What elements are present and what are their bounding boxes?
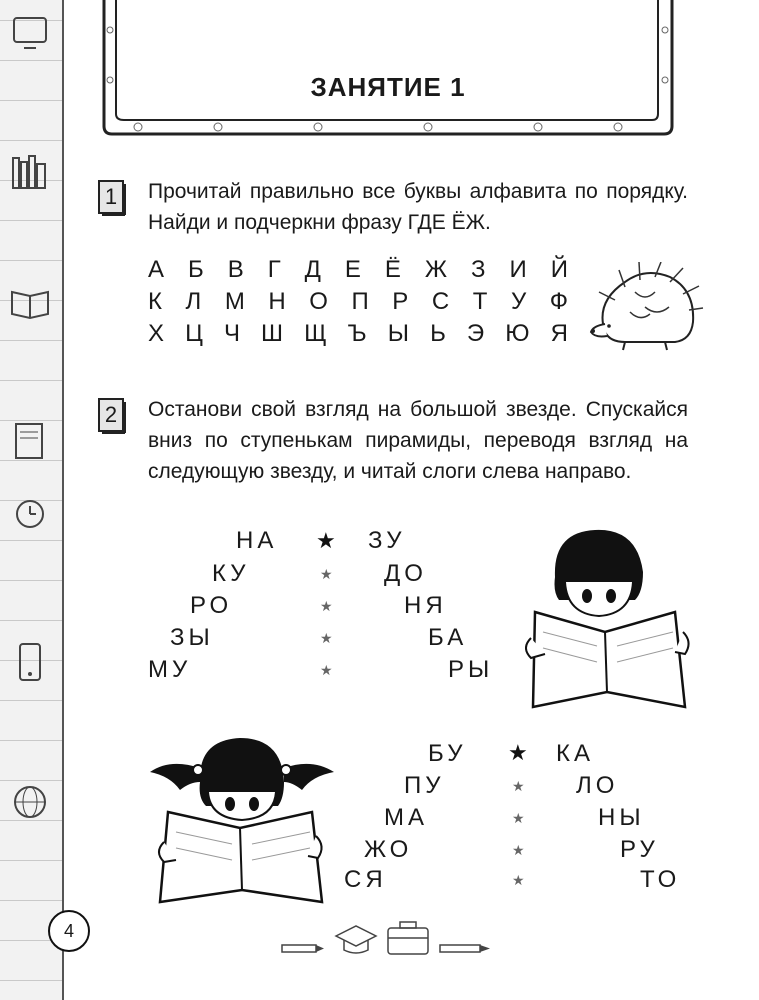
syllable-right: БА xyxy=(428,624,468,651)
letter: С xyxy=(431,288,450,315)
books-icon xyxy=(8,150,52,194)
syllable-right: НЫ xyxy=(598,804,645,831)
syllable-left: СЯ xyxy=(344,866,387,893)
big-star-icon: ★ xyxy=(316,528,336,553)
alphabet-row xyxy=(148,256,568,284)
letter: Б xyxy=(187,256,204,283)
pencil-icon xyxy=(280,940,326,956)
syllable-right: КА xyxy=(556,740,594,767)
task-number-badge xyxy=(98,180,128,216)
syllable-right: ДО xyxy=(384,560,427,587)
letter: Ф xyxy=(549,288,568,315)
letter: Э xyxy=(466,320,485,347)
letter: Т xyxy=(472,288,488,315)
star-icon: ★ xyxy=(512,842,525,858)
letter: Й xyxy=(550,256,568,283)
letter: Х xyxy=(148,320,165,347)
hedgehog-illustration xyxy=(585,262,705,352)
letter: Ё xyxy=(384,256,401,283)
letter: М xyxy=(224,288,245,315)
page-number: 4 xyxy=(48,910,90,952)
letter: Ю xyxy=(505,320,530,347)
graduation-cap-icon xyxy=(334,922,378,960)
syllable-right: РЫ xyxy=(448,656,494,683)
star-icon: ★ xyxy=(512,810,525,826)
syllable-right: ТО xyxy=(640,866,681,893)
syllable-left: РО xyxy=(190,592,233,619)
letter: Р xyxy=(392,288,409,315)
task-number-badge xyxy=(98,398,128,434)
big-star-icon: ★ xyxy=(508,740,528,765)
letter: Я xyxy=(550,320,568,347)
letter: Ч xyxy=(223,320,240,347)
letter: Е xyxy=(344,256,361,283)
star-icon: ★ xyxy=(320,630,333,646)
letter: Ъ xyxy=(347,320,367,347)
task-instructions: Останови свой взгляд на большой звезде. Спускайся вниз по ступенькам пирамиды, переводя взгляд на следующую звезду, и читай слоги слева направо. xyxy=(148,398,688,483)
decorative-sidebar xyxy=(0,0,64,1000)
syllable-left: НА xyxy=(236,527,278,554)
syllable-right: ЛО xyxy=(576,772,619,799)
alphabet-row xyxy=(148,288,568,316)
letter: Ц xyxy=(185,320,203,347)
letter: Ш xyxy=(261,320,284,347)
girl-reading-illustration xyxy=(140,732,340,907)
syllable-left: ЗЫ xyxy=(170,624,214,651)
star-icon: ★ xyxy=(320,662,333,678)
tablet-icon xyxy=(8,12,52,56)
letter: Ы xyxy=(387,320,409,347)
star-icon: ★ xyxy=(512,872,525,888)
star-icon: ★ xyxy=(512,778,525,794)
letter: П xyxy=(351,288,369,315)
letter: Щ xyxy=(304,320,327,347)
letter: К xyxy=(148,288,162,315)
syllable-left: ПУ xyxy=(404,772,445,799)
letter: Г xyxy=(267,256,281,283)
letter: Н xyxy=(268,288,286,315)
smartphone-icon xyxy=(8,640,52,684)
alphabet-row xyxy=(148,320,568,348)
star-icon: ★ xyxy=(320,566,333,582)
boy-reading-illustration xyxy=(525,522,695,722)
briefcase-icon xyxy=(384,918,432,958)
task-number: 1 xyxy=(104,184,118,209)
notebook-icon xyxy=(8,420,52,464)
syllable-left: БУ xyxy=(428,740,467,767)
letter: Л xyxy=(185,288,202,315)
syllable-left: МА xyxy=(384,804,428,831)
letter: И xyxy=(509,256,527,283)
letter: Д xyxy=(304,256,321,283)
task-number: 2 xyxy=(104,402,118,427)
letter: А xyxy=(148,256,165,283)
syllable-right: РУ xyxy=(620,836,659,863)
syllable-left: МУ xyxy=(148,656,192,683)
lesson-title: ЗАНЯТИЕ 1 xyxy=(310,72,466,102)
title-frame xyxy=(98,0,678,140)
letter: О xyxy=(309,288,328,315)
syllable-left: КУ xyxy=(212,560,250,587)
syllable-right: ЗУ xyxy=(368,527,406,554)
alarm-clock-icon xyxy=(8,490,52,534)
letter: Ь xyxy=(430,320,446,347)
open-book-icon xyxy=(8,280,52,324)
syllable-left: ЖО xyxy=(364,836,413,863)
letter: Ж xyxy=(424,256,448,283)
letter: З xyxy=(471,256,486,283)
globe-icon xyxy=(8,780,52,824)
star-icon: ★ xyxy=(320,598,333,614)
syllable-right: НЯ xyxy=(404,592,447,619)
task-instructions: Прочитай правильно все буквы алфавита по порядку. Найди и подчеркни фразу ГДЕ ЁЖ. xyxy=(148,180,688,234)
letter: У xyxy=(510,288,527,315)
letter: В xyxy=(227,256,244,283)
pencil-icon xyxy=(438,940,492,956)
